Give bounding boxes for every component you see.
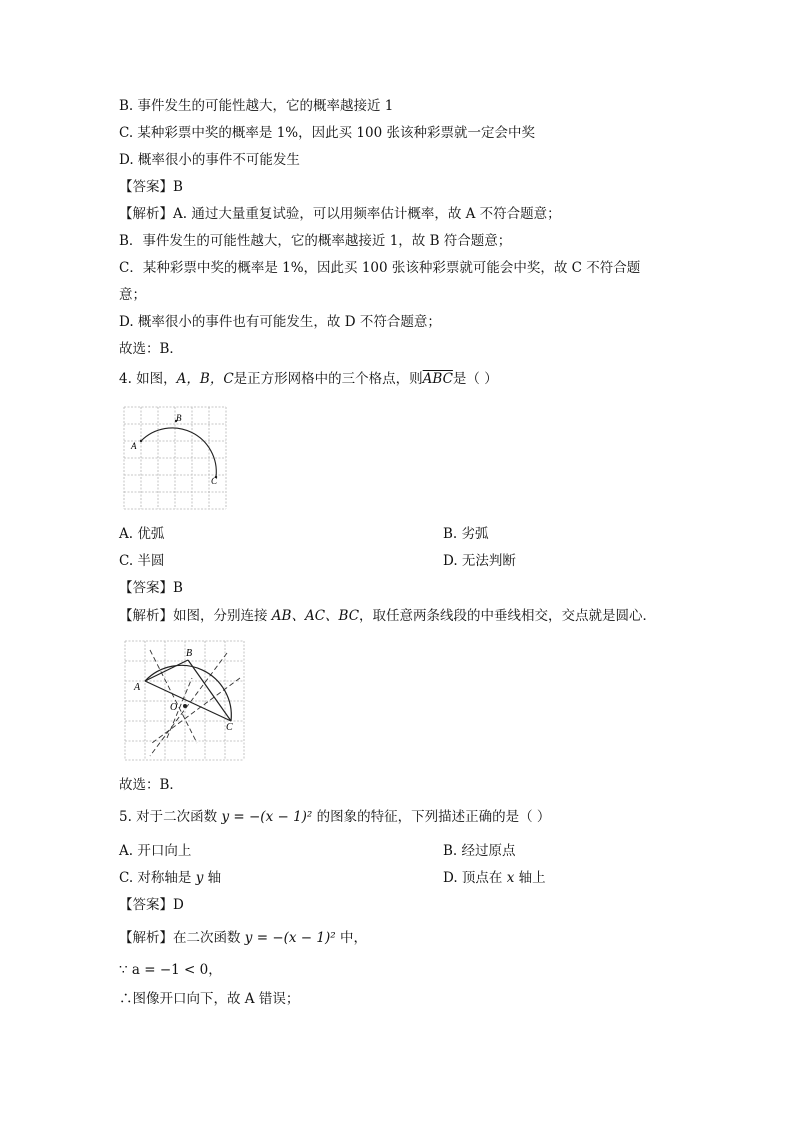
arc-abc <box>141 428 216 477</box>
sol-label-o: O <box>170 702 178 713</box>
q5-option-c-pre: C. 对称轴是 <box>119 870 196 886</box>
q5-option-d-var: x <box>506 870 515 886</box>
q3-analysis-c-cont: 意； <box>119 287 146 303</box>
q5-analysis-post: 中， <box>335 930 367 946</box>
q3-analysis-b: B．事件发生的可能性越大，它的概率越接近 1，故 B 符合题意； <box>119 233 512 249</box>
q5-because: ∵ a = −1 < 0， <box>119 962 222 978</box>
q4-option-a: A. 优弧 <box>119 526 165 542</box>
q5-option-b: B. 经过原点 <box>443 843 516 859</box>
sol-label-c: C <box>226 722 233 733</box>
q4-analysis-post: ，取任意两条线段的中垂线相交，交点就是圆心． <box>359 608 657 624</box>
q5-answer: 【答案】D <box>119 897 184 913</box>
label-a: A <box>131 441 137 451</box>
q4-stem-arc: $\overline{ABC}$ <box>422 371 453 387</box>
q3-analysis-d: D. 概率很小的事件也有可能发生，故 D 不符合题意； <box>119 314 441 330</box>
q5-option-d-post: 轴上 <box>514 870 546 886</box>
q5-option-c-var: y <box>195 870 204 886</box>
solution-arc <box>145 665 231 721</box>
segment-ab <box>145 660 188 681</box>
q4-option-d: D. 无法判断 <box>443 553 516 569</box>
q5-therefore: ∴图像开口向下，故 A 错误； <box>119 991 300 1007</box>
solution-grid-lines <box>125 641 244 760</box>
q4-option-c: C. 半圆 <box>119 553 165 569</box>
q5-option-c-post: 轴 <box>203 870 222 886</box>
q5-stem-pre: 5. 对于二次函数 <box>119 809 222 825</box>
q4-analysis <box>119 607 656 625</box>
q3-option-d: D. 概率很小的事件不可能发生 <box>119 152 300 168</box>
q4-analysis-pre: 【解析】如图，分别连接 <box>119 608 272 624</box>
q5-analysis-function: y = −(x − 1)² <box>244 930 336 946</box>
q3-option-c: C. 某种彩票中奖的概率是 1%，因此买 100 张该种彩票就一定会中奖 <box>119 125 535 141</box>
q4-stem-post: 是（ ） <box>452 371 498 387</box>
q4-solution-figure <box>122 638 248 764</box>
label-b: B <box>176 413 182 423</box>
q4-option-b: B. 劣弧 <box>443 526 489 542</box>
q4-stem-mid: 是正方形网格中的三个格点，则 <box>233 371 423 387</box>
q4-answer: 【答案】B <box>119 580 183 596</box>
sol-label-a: A <box>134 682 141 693</box>
q5-option-c <box>119 869 221 887</box>
q5-stem-post: 的图象的特征，下列描述正确的是（ ） <box>312 809 551 825</box>
q4-grid-figure <box>121 404 231 514</box>
perpendicular-bisectors <box>150 650 240 756</box>
q5-option-d <box>443 869 546 887</box>
q4-analysis-segments: AB、AC、BC <box>271 608 360 624</box>
q3-option-b: B. 事件发生的可能性越大，它的概率越接近 1 <box>119 98 394 114</box>
q5-option-d-pre: D. 顶点在 <box>443 870 507 886</box>
q5-analysis <box>119 929 367 947</box>
label-c: C <box>211 476 218 486</box>
q4-stem-pre: 4. 如图， <box>119 371 177 387</box>
q3-answer: 【答案】B <box>119 179 183 195</box>
grid-lines <box>124 407 226 509</box>
q3-analysis-a: 【解析】A. 通过大量重复试验，可以用频率估计概率，故 A 不符合题意； <box>119 206 561 222</box>
q5-analysis-pre: 【解析】在二次函数 <box>119 930 245 946</box>
q3-analysis-c: C．某种彩票中奖的概率是 1%，因此买 100 张该种彩票就可能会中奖，故 C 不符合题 <box>119 260 641 276</box>
q3-choose: 故选：B． <box>119 341 183 357</box>
q4-stem <box>119 370 498 388</box>
q5-option-a: A. 开口向上 <box>119 843 192 859</box>
sol-label-b: B <box>186 648 193 659</box>
q4-choose: 故选：B． <box>119 777 183 793</box>
q4-stem-points: A，B，C <box>176 371 234 387</box>
center-o <box>183 704 187 708</box>
point-a <box>140 440 142 442</box>
q5-stem-function: y = −(x − 1)² <box>221 809 313 825</box>
q5-stem <box>119 808 550 826</box>
